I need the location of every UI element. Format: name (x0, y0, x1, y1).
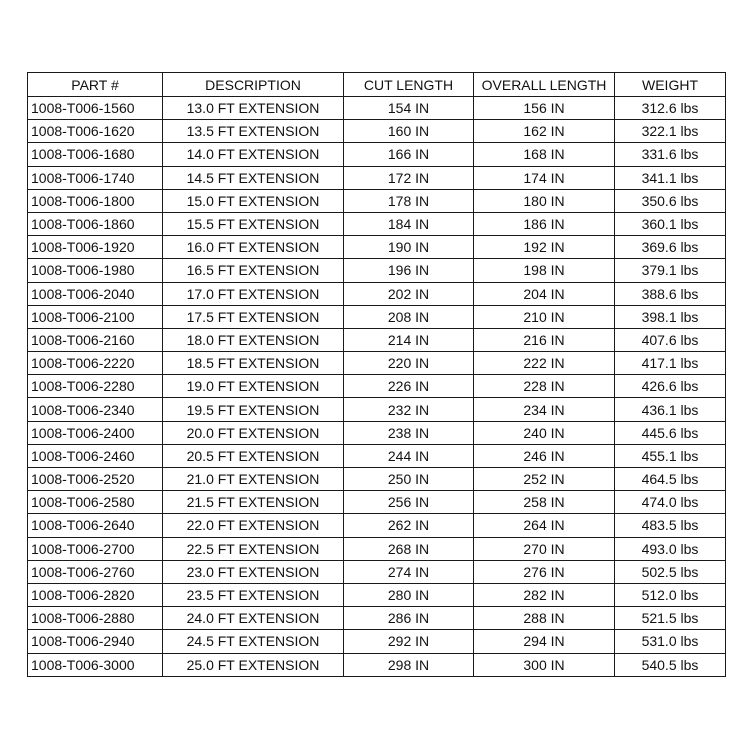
weight-cell: 417.1 lbs (615, 352, 726, 375)
table-row (28, 537, 726, 560)
part-number-cell: 1008-T006-2880 (28, 607, 163, 630)
cut-length-cell: 244 IN (344, 444, 474, 467)
weight-cell: 341.1 lbs (615, 166, 726, 189)
weight-cell: 388.6 lbs (615, 282, 726, 305)
weight-cell: 322.1 lbs (615, 120, 726, 143)
table-row (28, 560, 726, 583)
cut-length-cell: 214 IN (344, 328, 474, 351)
table-row (28, 166, 726, 189)
table-row (28, 259, 726, 282)
overall-length-cell: 174 IN (474, 166, 615, 189)
table-row (28, 444, 726, 467)
overall-length-cell: 234 IN (474, 398, 615, 421)
table-row (28, 375, 726, 398)
description-cell: 14.0 FT EXTENSION (163, 143, 344, 166)
weight-cell: 369.6 lbs (615, 236, 726, 259)
part-number-cell: 1008-T006-2100 (28, 305, 163, 328)
overall-length-cell: 186 IN (474, 212, 615, 235)
table-row (28, 97, 726, 120)
cut-length-cell: 154 IN (344, 97, 474, 120)
cut-length-cell: 190 IN (344, 236, 474, 259)
table-row (28, 236, 726, 259)
table-row (28, 305, 726, 328)
cut-length-cell: 184 IN (344, 212, 474, 235)
part-number-cell: 1008-T006-2460 (28, 444, 163, 467)
cut-length-cell: 220 IN (344, 352, 474, 375)
part-number-cell: 1008-T006-1680 (28, 143, 163, 166)
cut-length-cell: 172 IN (344, 166, 474, 189)
overall-length-cell: 264 IN (474, 514, 615, 537)
weight-cell: 512.0 lbs (615, 583, 726, 606)
description-cell: 13.0 FT EXTENSION (163, 97, 344, 120)
cut-length-cell: 292 IN (344, 630, 474, 653)
cut-length-cell: 250 IN (344, 468, 474, 491)
description-cell: 22.0 FT EXTENSION (163, 514, 344, 537)
header-part-number: PART # (28, 73, 163, 97)
weight-cell: 350.6 lbs (615, 189, 726, 212)
weight-cell: 483.5 lbs (615, 514, 726, 537)
overall-length-cell: 240 IN (474, 421, 615, 444)
cut-length-cell: 166 IN (344, 143, 474, 166)
weight-cell: 398.1 lbs (615, 305, 726, 328)
overall-length-cell: 162 IN (474, 120, 615, 143)
table-row (28, 189, 726, 212)
weight-cell: 331.6 lbs (615, 143, 726, 166)
table-row (28, 398, 726, 421)
part-number-cell: 1008-T006-1800 (28, 189, 163, 212)
overall-length-cell: 222 IN (474, 352, 615, 375)
weight-cell: 531.0 lbs (615, 630, 726, 653)
table-row (28, 212, 726, 235)
overall-length-cell: 288 IN (474, 607, 615, 630)
description-cell: 16.0 FT EXTENSION (163, 236, 344, 259)
overall-length-cell: 192 IN (474, 236, 615, 259)
weight-cell: 360.1 lbs (615, 212, 726, 235)
overall-length-cell: 168 IN (474, 143, 615, 166)
parts-table-container (27, 72, 725, 677)
table-body (28, 97, 726, 677)
cut-length-cell: 256 IN (344, 491, 474, 514)
header-cut-length: CUT LENGTH (344, 73, 474, 97)
cut-length-cell: 232 IN (344, 398, 474, 421)
cut-length-cell: 208 IN (344, 305, 474, 328)
overall-length-cell: 252 IN (474, 468, 615, 491)
overall-length-cell: 180 IN (474, 189, 615, 212)
overall-length-cell: 270 IN (474, 537, 615, 560)
overall-length-cell: 246 IN (474, 444, 615, 467)
description-cell: 23.0 FT EXTENSION (163, 560, 344, 583)
weight-cell: 407.6 lbs (615, 328, 726, 351)
description-cell: 15.5 FT EXTENSION (163, 212, 344, 235)
part-number-cell: 1008-T006-2160 (28, 328, 163, 351)
overall-length-cell: 210 IN (474, 305, 615, 328)
table-header-row (28, 73, 726, 97)
description-cell: 13.5 FT EXTENSION (163, 120, 344, 143)
weight-cell: 436.1 lbs (615, 398, 726, 421)
weight-cell: 464.5 lbs (615, 468, 726, 491)
cut-length-cell: 280 IN (344, 583, 474, 606)
description-cell: 18.5 FT EXTENSION (163, 352, 344, 375)
part-number-cell: 1008-T006-1860 (28, 212, 163, 235)
weight-cell: 312.6 lbs (615, 97, 726, 120)
cut-length-cell: 286 IN (344, 607, 474, 630)
table-row (28, 282, 726, 305)
table-row (28, 352, 726, 375)
weight-cell: 379.1 lbs (615, 259, 726, 282)
cut-length-cell: 226 IN (344, 375, 474, 398)
description-cell: 22.5 FT EXTENSION (163, 537, 344, 560)
part-number-cell: 1008-T006-2520 (28, 468, 163, 491)
description-cell: 24.0 FT EXTENSION (163, 607, 344, 630)
header-weight: WEIGHT (615, 73, 726, 97)
cut-length-cell: 238 IN (344, 421, 474, 444)
parts-table (27, 72, 726, 677)
weight-cell: 502.5 lbs (615, 560, 726, 583)
description-cell: 19.0 FT EXTENSION (163, 375, 344, 398)
part-number-cell: 1008-T006-3000 (28, 653, 163, 676)
weight-cell: 493.0 lbs (615, 537, 726, 560)
part-number-cell: 1008-T006-2940 (28, 630, 163, 653)
cut-length-cell: 262 IN (344, 514, 474, 537)
cut-length-cell: 202 IN (344, 282, 474, 305)
part-number-cell: 1008-T006-2220 (28, 352, 163, 375)
cut-length-cell: 268 IN (344, 537, 474, 560)
description-cell: 20.0 FT EXTENSION (163, 421, 344, 444)
description-cell: 19.5 FT EXTENSION (163, 398, 344, 421)
description-cell: 14.5 FT EXTENSION (163, 166, 344, 189)
description-cell: 17.5 FT EXTENSION (163, 305, 344, 328)
overall-length-cell: 216 IN (474, 328, 615, 351)
table-row (28, 120, 726, 143)
table-row (28, 421, 726, 444)
part-number-cell: 1008-T006-2280 (28, 375, 163, 398)
description-cell: 16.5 FT EXTENSION (163, 259, 344, 282)
cut-length-cell: 196 IN (344, 259, 474, 282)
part-number-cell: 1008-T006-2580 (28, 491, 163, 514)
description-cell: 21.0 FT EXTENSION (163, 468, 344, 491)
description-cell: 21.5 FT EXTENSION (163, 491, 344, 514)
description-cell: 20.5 FT EXTENSION (163, 444, 344, 467)
overall-length-cell: 204 IN (474, 282, 615, 305)
table-row (28, 583, 726, 606)
table-row (28, 630, 726, 653)
overall-length-cell: 300 IN (474, 653, 615, 676)
table-row (28, 653, 726, 676)
weight-cell: 521.5 lbs (615, 607, 726, 630)
part-number-cell: 1008-T006-1620 (28, 120, 163, 143)
part-number-cell: 1008-T006-1980 (28, 259, 163, 282)
overall-length-cell: 294 IN (474, 630, 615, 653)
description-cell: 24.5 FT EXTENSION (163, 630, 344, 653)
part-number-cell: 1008-T006-2760 (28, 560, 163, 583)
part-number-cell: 1008-T006-2640 (28, 514, 163, 537)
part-number-cell: 1008-T006-2340 (28, 398, 163, 421)
cut-length-cell: 178 IN (344, 189, 474, 212)
part-number-cell: 1008-T006-2400 (28, 421, 163, 444)
part-number-cell: 1008-T006-2700 (28, 537, 163, 560)
part-number-cell: 1008-T006-2040 (28, 282, 163, 305)
cut-length-cell: 298 IN (344, 653, 474, 676)
overall-length-cell: 282 IN (474, 583, 615, 606)
table-row (28, 143, 726, 166)
overall-length-cell: 198 IN (474, 259, 615, 282)
description-cell: 15.0 FT EXTENSION (163, 189, 344, 212)
description-cell: 18.0 FT EXTENSION (163, 328, 344, 351)
table-row (28, 491, 726, 514)
table-row (28, 468, 726, 491)
table-row (28, 514, 726, 537)
cut-length-cell: 274 IN (344, 560, 474, 583)
table-row (28, 328, 726, 351)
weight-cell: 426.6 lbs (615, 375, 726, 398)
weight-cell: 455.1 lbs (615, 444, 726, 467)
part-number-cell: 1008-T006-1740 (28, 166, 163, 189)
part-number-cell: 1008-T006-1920 (28, 236, 163, 259)
overall-length-cell: 156 IN (474, 97, 615, 120)
table-row (28, 607, 726, 630)
description-cell: 25.0 FT EXTENSION (163, 653, 344, 676)
cut-length-cell: 160 IN (344, 120, 474, 143)
header-overall-length: OVERALL LENGTH (474, 73, 615, 97)
weight-cell: 540.5 lbs (615, 653, 726, 676)
part-number-cell: 1008-T006-2820 (28, 583, 163, 606)
overall-length-cell: 228 IN (474, 375, 615, 398)
weight-cell: 445.6 lbs (615, 421, 726, 444)
overall-length-cell: 276 IN (474, 560, 615, 583)
description-cell: 23.5 FT EXTENSION (163, 583, 344, 606)
header-description: DESCRIPTION (163, 73, 344, 97)
part-number-cell: 1008-T006-1560 (28, 97, 163, 120)
weight-cell: 474.0 lbs (615, 491, 726, 514)
description-cell: 17.0 FT EXTENSION (163, 282, 344, 305)
overall-length-cell: 258 IN (474, 491, 615, 514)
